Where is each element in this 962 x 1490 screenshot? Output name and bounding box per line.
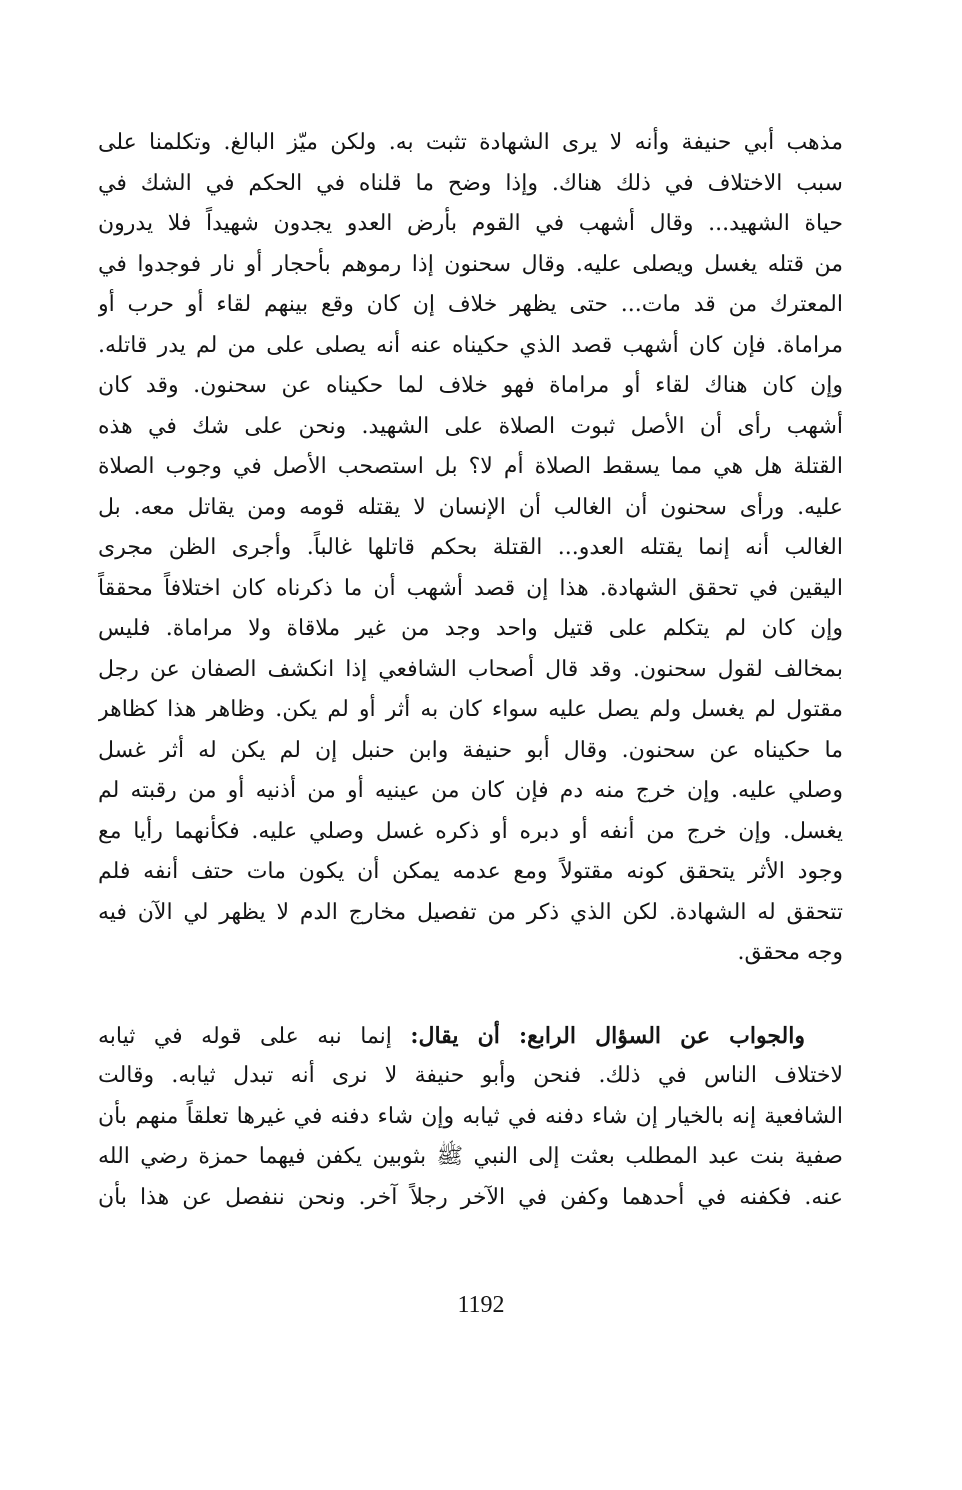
body-text [98, 123, 843, 1218]
text-line: مراماة. فإن كان أشهب قصد الذي حكيناه عنه أنه يصلى على من لم يدر قاتله. [98, 332, 843, 358]
page-number: 1192 [457, 1292, 505, 1318]
text-line: لاختلاف الناس في ذلك. فنحن وأبو حنيفة لا نرى أنه تبدل ثيابه. وقالت [98, 1063, 843, 1088]
text-line: بمخالف لقول سحنون. وقد قال أصحاب الشافعي إذا انكشف الصفان عن رجل [98, 656, 843, 682]
paragraph-gap [98, 974, 843, 1016]
text-line: يغسل. وإن خرج من أنفه أو دبره أو ذكره غسل وصلي عليه. فكأنهما رأيا مع [98, 818, 843, 844]
answer-heading: والجواب عن السؤال الرابع: أن يقال: [410, 1022, 805, 1049]
text-line: صفية بنت عبد المطلب بعثت إلى النبي ﷺ بثوبين يكفن فيهما حمزة رضي الله [98, 1144, 843, 1169]
text-line: القتلة هل هي مما يسقط الصلاة أم لا؟ بل استصحب الأصل في وجوب الصلاة [98, 454, 843, 479]
text-line: سبب الاختلاف في ذلك هناك. وإذا وضح ما قلناه في الحكم في الشك في [98, 170, 843, 196]
text-line: أشهب رأى أن الأصل ثبوت الصلاة على الشهيد. ونحن على شك في هذه [98, 413, 843, 439]
text-line: وإن كان لم يتكلم على قتيل واحد وجد من غير ملاقاة ولا مراماة. فليس [98, 616, 843, 641]
text-line-lead [98, 1016, 843, 1057]
text-line: عليه. ورأى سحنون أن الغالب أن الإنسان لا يقتله قومه ومن يقاتل معه. بل [98, 494, 843, 520]
text-line: من قتله يغسل ويصلى عليه. وقال سحنون إذا رموهم بأحجار أو نار فوجدوا في [98, 251, 843, 277]
text-line: مقتول لم يغسل ولم يصل عليه سواء كان به أثر أو لم يكن. وظاهر هذا كظاهر [98, 697, 843, 722]
paragraph-2 [98, 1016, 843, 1219]
text-line: وإن كان هناك لقاء أو مراماة فهو خلاف لما حكيناه عن سحنون. وقد كان [98, 373, 843, 398]
text-line: وجود الأثر يتحقق كونه مقتولاً ومع عدمه يمكن أن يكون مات حتف أنفه فلم [98, 859, 843, 884]
text-line: عنه. فكفنه في أحدهما وكفن في الآخر رجلاً آخر. ونحن ننفصل عن هذا بأن [98, 1184, 843, 1210]
answer-lead-text: إنما نبه على قوله في ثيابه [98, 1023, 392, 1049]
text-line: حياة الشهيد... وقال أشهب في القوم بأرض العدو يجدون شهيداً فلا يدرون [98, 211, 843, 236]
text-line: تتحقق له الشهادة. لكن الذي ذكر من تفصيل مخارج الدم لا يظهر لي الآن فيه [98, 899, 843, 925]
text-line: الشافعية إنه بالخيار إن شاء دفنه في ثيابه وإن شاء دفنه في غيرها تعلقاً منهم بأن [98, 1103, 843, 1129]
paragraph-1 [98, 123, 843, 974]
text-line: المعترك من قد مات... حتى يظهر خلاف إن كان وقع بينهم لقاء أو حرب أو [98, 292, 843, 317]
text-line: اليقين في تحقق الشهادة. هذا إن قصد أشهب أن ما ذكرناه كان اختلافاً محققاً [98, 575, 843, 601]
text-line: ما حكيناه عن سحنون. وقال أبو حنيفة وابن حنبل إن لم يكن له أثر غسل [98, 737, 843, 763]
text-line: مذهب أبي حنيفة وأنه لا يرى الشهادة تثبت به. ولكن ميّز البالغ. وتكلمنا على [98, 130, 843, 155]
text-line: وجه محقق. [737, 940, 843, 965]
text-line: وصلي عليه. وإن خرج منه دم فإن كان من عينيه أو من أذنيه أو من رقبته لم [98, 778, 843, 803]
text-line: الغالب أنه إنما يقتله العدو... القتلة بحكم قاتلها غالباً. وأجرى الظن مجرى [98, 535, 843, 560]
